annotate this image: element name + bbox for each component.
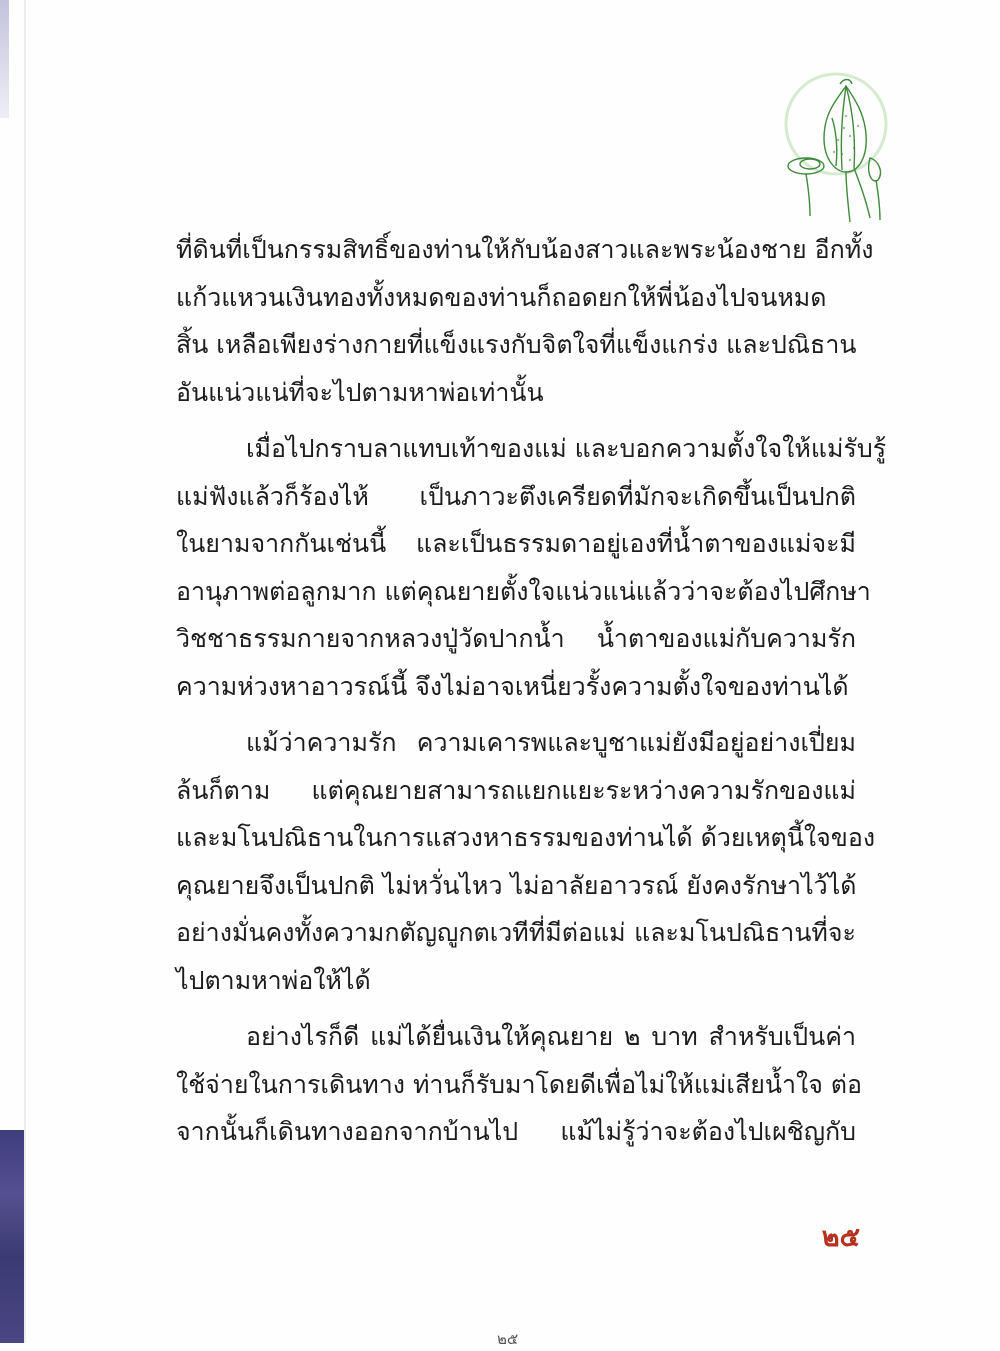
text-line: จากนั้นก็เดินทางออกจากบ้านไป แม้ไม่รู้ว่าจะต้องไปเผชิญกับ <box>176 1117 856 1146</box>
text-line: และมโนปณิธานในการแสวงหาธรรมของท่านได้ ด้วยเหตุนี้ใจของ <box>176 823 876 852</box>
text-line: อย่างมั่นคงทั้งความกตัญญูกตเวทีที่มีต่อแม่ และมโนปณิธานที่จะ <box>176 918 856 947</box>
body-text <box>176 226 887 1156</box>
text-line: แก้วแหวนเงินทองทั้งหมดของท่านก็ถอดยกให้พี่น้องไปจนหมด <box>176 282 827 312</box>
bottom-bleed-strip <box>0 1130 24 1343</box>
footer-page-number: ๒๕ <box>497 1330 519 1348</box>
text-line: ล้นก็ตาม แต่คุณยายสามารถแยกแยะระหว่างความรักของแม่ <box>176 775 856 805</box>
page-gutter <box>24 0 26 1343</box>
paragraph <box>176 425 887 710</box>
text-line: เมื่อไปกราบลาแทบเท้าของแม่ และบอกความตั้งใจให้แม่รับรู้ <box>246 434 887 463</box>
text-line: ไปตามหาพ่อให้ได้ <box>176 965 371 995</box>
top-bleed-strip <box>0 0 9 118</box>
text-line: วิชชาธรรมกายจากหลวงปู่วัดปากน้ำ น้ำตาของแม่กับความรัก <box>176 624 856 653</box>
paragraph <box>176 226 874 416</box>
text-line: อย่างไรก็ดี แม่ได้ยื่นเงินให้คุณยาย ๒ บาท สำหรับเป็นค่า <box>246 1022 856 1051</box>
text-line: คุณยายจึงเป็นปกติ ไม่หวั่นไหว ไม่อาลัยอาวรณ์ ยังคงรักษาไว้ได้ <box>176 870 857 900</box>
text-line: ความห่วงหาอาวรณ์นี้ จึงไม่อาจเหนี่ยวรั้งความตั้งใจของท่านได้ <box>176 671 849 701</box>
text-line: แม่ฟังแล้วก็ร้องไห้ เป็นภาวะตึงเครียดที่มักจะเกิดขึ้นเป็นปกติ <box>176 481 856 511</box>
paragraph <box>176 1013 863 1156</box>
paragraph <box>176 719 876 1004</box>
text-line: ในยามจากกันเช่นนี้ และเป็นธรรมดาอยู่เองที่น้ำตาของแม่จะมี <box>176 529 856 558</box>
lotus-bud-icon <box>780 68 888 222</box>
text-line: อันแน่วแน่ที่จะไปตามหาพ่อเท่านั้น <box>176 377 544 407</box>
text-line: สิ้น เหลือเพียงร่างกายที่แข็งแรงกับจิตใจที่แข็งแกร่ง และปณิธาน <box>176 330 857 359</box>
text-line: ที่ดินที่เป็นกรรมสิทธิ์ของท่านให้กับน้องสาวและพระน้องชาย อีกทั้ง <box>176 235 874 264</box>
text-line: ใช้จ่ายในการเดินทาง ท่านก็รับมาโดยดีเพื่อไม่ให้แม่เสียน้ำใจ ต่อ <box>176 1069 863 1099</box>
text-line: อานุภาพต่อลูกมาก แต่คุณยายตั้งใจแน่วแน่แล้วว่าจะต้องไปศึกษา <box>176 576 871 606</box>
text-line: แม้ว่าความรัก ความเคารพและบูชาแม่ยังมีอยู่อย่างเปี่ยม <box>246 728 856 757</box>
page-number: ๒๕ <box>821 1222 860 1253</box>
